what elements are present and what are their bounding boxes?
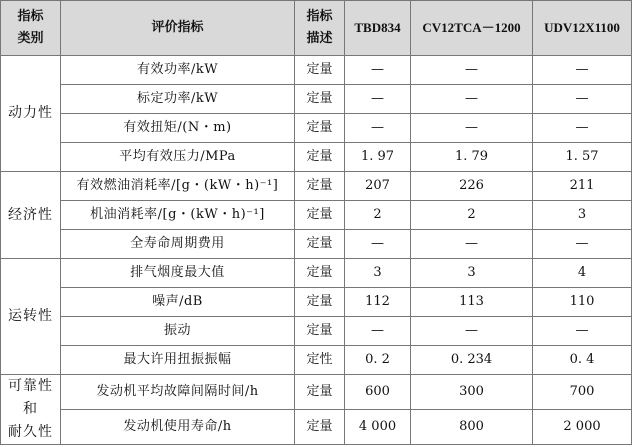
value-cell: 3: [533, 201, 632, 230]
value-cell: 700: [533, 375, 632, 410]
table-row: [1, 56, 632, 85]
group-reliability: 可靠性和 耐久性: [1, 375, 61, 445]
indicator-cell: 有效扭矩/(N・m): [61, 114, 295, 143]
value-cell: —: [411, 85, 533, 114]
value-cell: 2 000: [533, 410, 632, 445]
value-cell: 4: [533, 259, 632, 288]
header-description: 指标 描述: [295, 1, 345, 56]
header-category: 指标 类别: [1, 1, 61, 56]
value-cell: 112: [345, 288, 411, 317]
value-cell: 1. 57: [533, 143, 632, 172]
indicator-cell: 有效燃油消耗率/[g・(kW・h)⁻¹]: [61, 172, 295, 201]
indicator-cell: 最大许用扭振振幅: [61, 346, 295, 375]
value-cell: 600: [345, 375, 411, 410]
table-row: [1, 288, 632, 317]
value-cell: 207: [345, 172, 411, 201]
value-cell: —: [411, 114, 533, 143]
table-row: [1, 346, 632, 375]
value-cell: 0. 2: [345, 346, 411, 375]
indicator-cell: 机油消耗率/[g・(kW・h)⁻¹]: [61, 201, 295, 230]
description-cell: 定量: [295, 114, 345, 143]
table-row: [1, 85, 632, 114]
value-cell: —: [411, 56, 533, 85]
value-cell: —: [533, 85, 632, 114]
indicator-cell: 排气烟度最大值: [61, 259, 295, 288]
value-cell: —: [533, 230, 632, 259]
indicator-cell: 噪声/dB: [61, 288, 295, 317]
group-economy: 经济性: [1, 172, 61, 259]
value-cell: —: [533, 317, 632, 346]
value-cell: 211: [533, 172, 632, 201]
description-cell: 定量: [295, 85, 345, 114]
value-cell: —: [345, 230, 411, 259]
table-row: [1, 114, 632, 143]
header-model-udv12x1100: UDV12X1100: [533, 1, 632, 56]
value-cell: —: [533, 56, 632, 85]
value-cell: 2: [345, 201, 411, 230]
description-cell: 定量: [295, 375, 345, 410]
value-cell: 113: [411, 288, 533, 317]
value-cell: 800: [411, 410, 533, 445]
value-cell: 1. 79: [411, 143, 533, 172]
value-cell: 300: [411, 375, 533, 410]
value-cell: —: [411, 230, 533, 259]
description-cell: 定量: [295, 201, 345, 230]
description-cell: 定性: [295, 346, 345, 375]
description-cell: 定量: [295, 172, 345, 201]
value-cell: 110: [533, 288, 632, 317]
value-cell: 2: [411, 201, 533, 230]
group-operation: 运转性: [1, 259, 61, 375]
value-cell: 0. 234: [411, 346, 533, 375]
table-row: [1, 172, 632, 201]
group-power: 动力性: [1, 56, 61, 172]
value-cell: 226: [411, 172, 533, 201]
value-cell: —: [411, 317, 533, 346]
indicator-cell: 有效功率/kW: [61, 56, 295, 85]
value-cell: 3: [345, 259, 411, 288]
table-row: [1, 201, 632, 230]
description-cell: 定量: [295, 259, 345, 288]
table-row: [1, 143, 632, 172]
description-cell: 定量: [295, 56, 345, 85]
value-cell: —: [345, 317, 411, 346]
description-cell: 定量: [295, 288, 345, 317]
description-cell: 定量: [295, 317, 345, 346]
description-cell: 定量: [295, 410, 345, 445]
value-cell: —: [533, 114, 632, 143]
header-model-tbd834: TBD834: [345, 1, 411, 56]
value-cell: —: [345, 85, 411, 114]
indicator-cell: 平均有效压力/MPa: [61, 143, 295, 172]
table-row: [1, 375, 632, 410]
header-row: [1, 1, 632, 56]
value-cell: —: [345, 56, 411, 85]
description-cell: 定量: [295, 230, 345, 259]
description-cell: 定量: [295, 143, 345, 172]
indicator-cell: 发动机平均故障间隔时间/h: [61, 375, 295, 410]
indicator-cell: 标定功率/kW: [61, 85, 295, 114]
value-cell: 3: [411, 259, 533, 288]
value-cell: 0. 4: [533, 346, 632, 375]
value-cell: 1. 97: [345, 143, 411, 172]
header-model-cv12tca: CV12TCA－1200: [411, 1, 533, 56]
indicator-cell: 全寿命周期费用: [61, 230, 295, 259]
table-row: [1, 410, 632, 445]
indicator-cell: 发动机使用寿命/h: [61, 410, 295, 445]
value-cell: —: [345, 114, 411, 143]
value-cell: 4 000: [345, 410, 411, 445]
indicator-cell: 振动: [61, 317, 295, 346]
header-indicator: 评价指标: [61, 1, 295, 56]
table-row: [1, 317, 632, 346]
table-row: [1, 230, 632, 259]
table-row: [1, 259, 632, 288]
